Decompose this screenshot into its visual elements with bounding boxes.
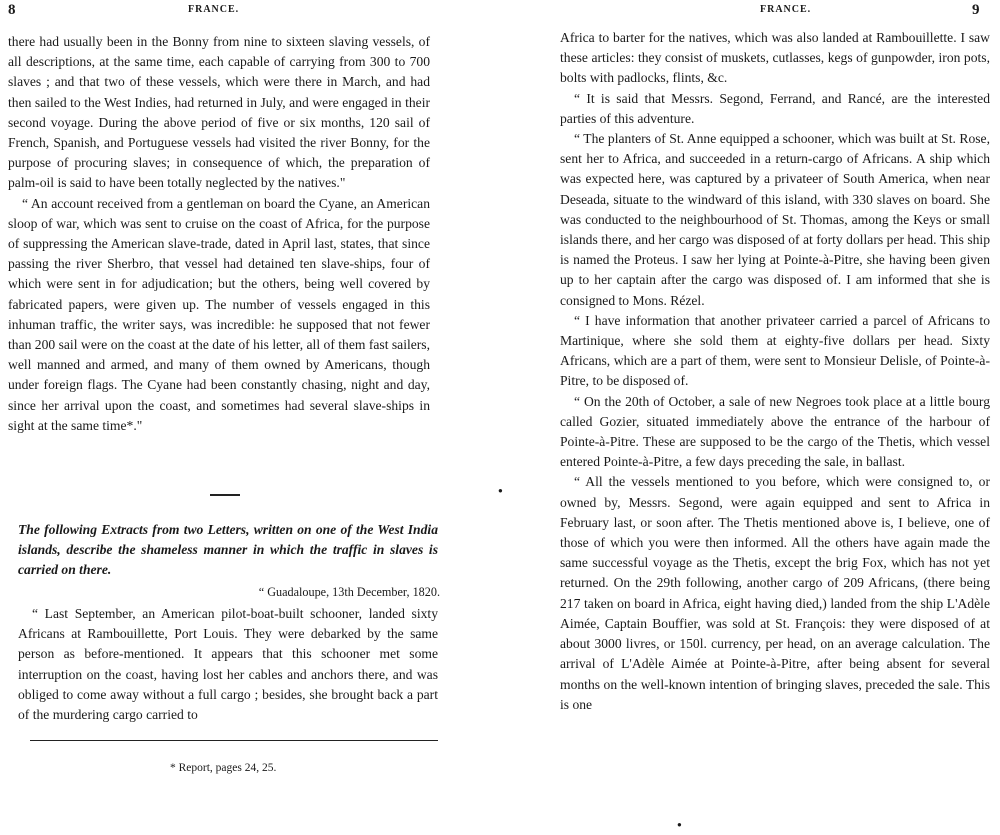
paragraph: “ I have information that another privateer carried a parcel of Africans to Martinique, where she sold them at eighty-five dollars per head. Sixty Africans, which are a part of them, were sent to Monsieur Delisle, of Pointe-à-Pitre, to be disposed of. [560, 312, 990, 389]
right-page [530, 0, 1000, 835]
text-column [8, 32, 430, 436]
paragraph: “ The planters of St. Anne equipped a schooner, which was built at St. Rose, sent her to Africa, and succeeded in a return-cargo of Africans. A ship which was expected here, was captured by a privateer of South America, when near Deseada, situate to the windward of this island, with 330 slaves on board. She was conducted to the neighbourhood of St. Thomas, among the Keys or small islands there, and her cargo was disposed of at forty dollars per head. This ship is named the Proteus. I saw her lying at Pointe-à-Pitre, she having been given up to her captain after the cargo was disposed of. I am informed that she is consigned to Mons. Rézel. [560, 131, 990, 308]
footnote-rule [30, 740, 438, 741]
running-head: FRANCE. [760, 4, 812, 15]
page-number: 9 [972, 2, 980, 18]
page-number: 8 [8, 2, 16, 18]
letter-text [18, 604, 438, 725]
section-divider [210, 494, 240, 496]
running-head: FRANCE. [188, 4, 240, 15]
text-column [560, 28, 990, 715]
paragraph: there had usually been in the Bonny from nine to sixteen slaving vessels, of all descriptions, at the same time, each capable of carrying from 300 to 700 slaves ; and that two of these vessels, which were there in March, and had then sailed to the West Indies, had returned in July, and were engaged in their second voyage. During the above period of five or six months, 120 sail of French, Spanish, and Portuguese vessels had visited the river Bonny, for the purpose of procuring slaves; in consequence of which, the preparation of palm-oil is said to have been totally neglected by the natives." [8, 34, 430, 191]
scan-speck: ● [677, 820, 682, 829]
paragraph: “ On the 20th of October, a sale of new Negroes took place at a little bourg called Gozier, situated immediately above the entrance of the harbour of Pointe-à-Pitre. These are supposed to be the cargo of the Thetis, which vessel entered Pointe-à-Pitre, a few days preceding the sale, in ballast. [560, 393, 990, 470]
paragraph: “ It is said that Messrs. Segond, Ferrand, and Rancé, are the interested parties of this adventure. [560, 90, 990, 126]
left-page [0, 0, 470, 835]
scan-speck: ● [498, 486, 503, 495]
footnote: * Report, pages 24, 25. [170, 762, 277, 774]
extract-introduction: The following Extracts from two Letters, written on one of the West India islands, describe the shameless manner in which the traffic in slaves is carried on there. [18, 522, 438, 578]
letter-dateline: “ Guadaloupe, 13th December, 1820. [258, 585, 440, 599]
paragraph: Africa to barter for the natives, which was also landed at Rambouillette. I saw these articles: they consist of muskets, cutlasses, kegs of gunpowder, iron pots, bolts with padlocks, flints, &c. [560, 30, 990, 86]
paragraph: “ An account received from a gentleman on board the Cyane, an American sloop of war, which was sent to cruise on the coast of Africa, for the purpose of suppressing the American slave-trade, dated in April last, states, that since passing the river Sherbro, that vessel had detained ten slave-ships, four of which were sent in for adjudication; but the others, being well covered by fabricated papers, were given up. The number of vessels engaged in this inhuman traffic, the writer says, was incredible: he supposed that not fewer than 200 sail were on the coast at the date of his letter, all of them fast sailers, well manned and armed, and many of them owned by Americans, though under foreign flags. The Cyane had been constantly chasing, night and day, since her arrival upon the coast, and sometimes had several slave-ships in sight at the same time*." [8, 195, 430, 433]
paragraph: “ Last September, an American pilot-boat-built schooner, landed sixty Africans at Rambouillette, Port Louis. They were debarked by the same person as before-mentioned. It appears that this schooner met some interruption on the coast, having lost her cables and anchors there, and was obliged to come away without a full cargo ; besides, she brought back a part of the murdering cargo carried to [18, 606, 438, 723]
paragraph: “ All the vessels mentioned to you before, which were consigned to, or owned by, Messrs. Segond, were again equipped and sent to Africa in February last, or soon after. The Thetis mentioned above is, I believe, one of those of which you were then informed. All the others have again made the same successful voyage as the Thetis, except the brig Fox, which has not yet returned. On the 29th following, another cargo of 209 Africans, (there being 217 taken on board in Africa, eight having died,) landed from the ship L'Adèle Aimée, Captain Bouffier, was sold at St. François: they were disposed of at about 3000 livres, or 150l. currency, per head, on an average calculation. The arrival of L'Adèle Aimée at Pointe-à-Pitre, after being absent for several months on the well-known intention of bringing slaves, preceded the sale. This is one [560, 474, 990, 712]
